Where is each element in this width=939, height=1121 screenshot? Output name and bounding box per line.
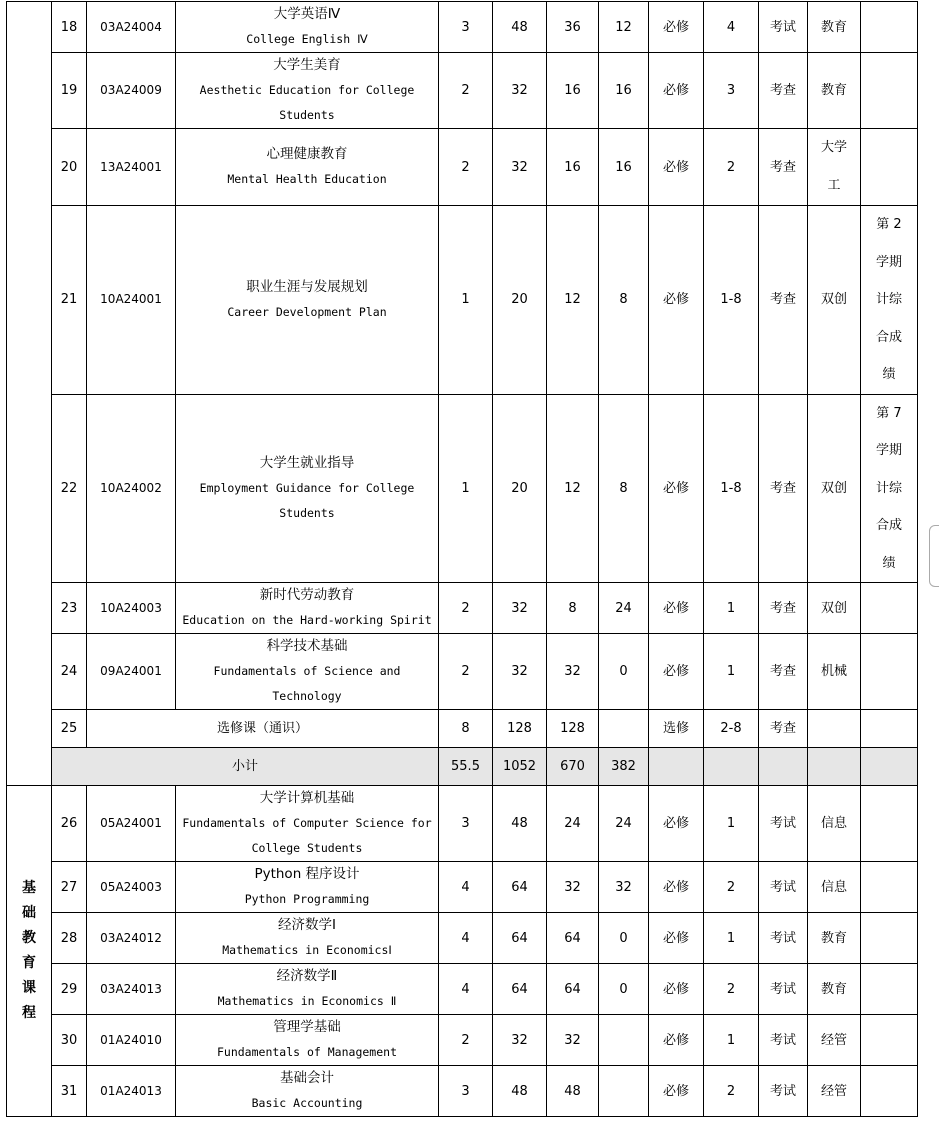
course-name-en: Aesthetic Education for College Students: [199, 83, 415, 122]
subtotal-label: 小计: [52, 748, 439, 786]
course-no: 20: [52, 129, 87, 206]
exam-type: 考试: [759, 2, 808, 53]
course-type: 必修: [649, 129, 704, 206]
teaching-unit: [808, 129, 861, 206]
category-char: 础: [22, 905, 36, 921]
notes-line: 合成: [875, 329, 902, 345]
course-name: [176, 862, 439, 913]
practice-hours: 0: [599, 913, 649, 964]
total-hours: 32: [493, 1015, 547, 1066]
course-code: 05A24001: [87, 786, 176, 862]
course-name-zh: 管理学基础: [273, 1019, 341, 1035]
teaching-unit: 教育: [808, 913, 861, 964]
exam-type: 考查: [759, 394, 808, 583]
course-type: 必修: [649, 1015, 704, 1066]
exam-type: 考查: [759, 634, 808, 710]
notes-line: 第 7: [876, 405, 902, 421]
teaching-unit: 经管: [808, 1015, 861, 1066]
teaching-unit: 双创: [808, 583, 861, 634]
teaching-unit: 双创: [808, 206, 861, 395]
term: 4: [704, 2, 759, 53]
theory-hours: 32: [547, 862, 599, 913]
table-row: [7, 583, 918, 634]
course-code: 09A24001: [87, 634, 176, 710]
notes: [861, 710, 918, 748]
theory-hours: 12: [547, 394, 599, 583]
term: 2: [704, 964, 759, 1015]
teaching-unit: 双创: [808, 394, 861, 583]
exam-type: 考查: [759, 206, 808, 395]
course-name-en: Education on the Hard-working Spirit: [182, 613, 432, 627]
table-row: [7, 786, 918, 862]
table-body-general: [7, 2, 918, 786]
course-code: 03A24012: [87, 913, 176, 964]
course-type: 必修: [649, 1066, 704, 1117]
course-no: 22: [52, 394, 87, 583]
course-type: 选修: [649, 710, 704, 748]
notes-line: 第 2: [876, 217, 902, 232]
table-body-basic: [7, 786, 918, 1117]
course-name: [176, 913, 439, 964]
course-code: 10A24003: [87, 583, 176, 634]
course-type: 必修: [649, 2, 704, 53]
notes: [861, 583, 918, 634]
table-row-elective: [7, 710, 918, 748]
course-name: [176, 964, 439, 1015]
category-char: 育: [22, 955, 36, 971]
course-name-en: Python Programming: [244, 892, 370, 906]
total-hours: 32: [493, 129, 547, 206]
course-type: 必修: [649, 634, 704, 710]
total-hours: 32: [493, 583, 547, 634]
theory-hours: 8: [547, 583, 599, 634]
course-no: 21: [52, 206, 87, 395]
credits: 3: [439, 2, 493, 53]
table-row: [7, 862, 918, 913]
credits: 8: [439, 710, 493, 748]
category-char: 程: [22, 1005, 36, 1021]
course-name-en: Employment Guidance for College Students: [199, 480, 415, 520]
theory-hours: 36: [547, 2, 599, 53]
notes: [861, 634, 918, 710]
practice-hours: 0: [599, 634, 649, 710]
course-name: [176, 583, 439, 634]
term: 1: [704, 634, 759, 710]
practice-hours: 12: [599, 2, 649, 53]
notes: [861, 862, 918, 913]
theory-hours: 16: [547, 53, 599, 129]
total-hours: 64: [493, 913, 547, 964]
table-row: [7, 206, 918, 395]
table-row: [7, 2, 918, 53]
theory-hours: 12: [547, 206, 599, 395]
course-no: 18: [52, 2, 87, 53]
exam-type: 考试: [759, 964, 808, 1015]
course-no: 19: [52, 53, 87, 129]
practice-hours: [599, 1066, 649, 1117]
course-name-en: Career Development Plan: [227, 304, 387, 319]
exam-type: 考试: [759, 1015, 808, 1066]
credits: 4: [439, 862, 493, 913]
subtotal-credits: 55.5: [439, 748, 493, 786]
total-hours: 64: [493, 964, 547, 1015]
term: 2-8: [704, 710, 759, 748]
course-name: [176, 1066, 439, 1117]
practice-hours: 8: [599, 206, 649, 395]
theory-hours: 48: [547, 1066, 599, 1117]
credits: 2: [439, 53, 493, 129]
term: 2: [704, 862, 759, 913]
practice-hours: 0: [599, 964, 649, 1015]
exam-type: 考查: [759, 53, 808, 129]
notes: [861, 206, 918, 395]
notes-line: 绩: [882, 367, 896, 382]
course-name-zh: 职业生涯与发展规划: [246, 278, 368, 295]
table-row: [7, 53, 918, 129]
teaching-unit: 教育: [808, 964, 861, 1015]
practice-hours: 16: [599, 53, 649, 129]
practice-hours: 8: [599, 394, 649, 583]
total-hours: 20: [493, 206, 547, 395]
subtotal-theory: 670: [547, 748, 599, 786]
notes: [861, 394, 918, 583]
practice-hours: 24: [599, 786, 649, 862]
table-row: [7, 1015, 918, 1066]
total-hours: 128: [493, 710, 547, 748]
term: 1: [704, 786, 759, 862]
credits: 3: [439, 786, 493, 862]
course-name-zh: 大学计算机基础: [259, 790, 355, 806]
teaching-unit-line: 工: [827, 178, 841, 193]
teaching-unit: 信息: [808, 862, 861, 913]
teaching-unit: 机械: [808, 634, 861, 710]
course-name-en: Fundamentals of Computer Science for College Students: [182, 816, 432, 855]
exam-type: 考查: [759, 710, 808, 748]
course-name-en: Fundamentals of Management: [216, 1045, 397, 1059]
term: 1: [704, 913, 759, 964]
exam-type: 考查: [759, 583, 808, 634]
course-name-zh: Python 程序设计: [254, 866, 360, 882]
course-no: 24: [52, 634, 87, 710]
course-name: [176, 634, 439, 710]
total-hours: 48: [493, 1066, 547, 1117]
notes-line: 学期: [875, 443, 902, 458]
course-name-zh: 科学技术基础: [266, 638, 348, 654]
practice-hours: [599, 710, 649, 748]
course-type: 必修: [649, 964, 704, 1015]
category-basic-education: [7, 786, 52, 1117]
credits: 4: [439, 964, 493, 1015]
course-name-en: Basic Accounting: [251, 1096, 363, 1110]
subtotal-empty: [808, 748, 861, 786]
course-type: 必修: [649, 786, 704, 862]
course-name-en: Fundamentals of Science and Technology: [213, 664, 401, 703]
course-type: 必修: [649, 583, 704, 634]
subtotal-empty: [704, 748, 759, 786]
category-char: 课: [22, 980, 36, 996]
course-code: 03A24009: [87, 53, 176, 129]
theory-hours: 64: [547, 964, 599, 1015]
term: 1: [704, 583, 759, 634]
course-code: 01A24013: [87, 1066, 176, 1117]
term: 1-8: [704, 206, 759, 395]
practice-hours: 32: [599, 862, 649, 913]
practice-hours: 16: [599, 129, 649, 206]
course-type: 必修: [649, 862, 704, 913]
credits: 1: [439, 394, 493, 583]
credits: 2: [439, 583, 493, 634]
notes-line: 绩: [882, 555, 896, 571]
notes: [861, 1066, 918, 1117]
course-code: 13A24001: [87, 129, 176, 206]
course-no: 27: [52, 862, 87, 913]
exam-type: 考查: [759, 129, 808, 206]
term: 2: [704, 129, 759, 206]
total-hours: 48: [493, 2, 547, 53]
subtotal-empty: [759, 748, 808, 786]
subtotal-practice: 382: [599, 748, 649, 786]
credits: 3: [439, 1066, 493, 1117]
course-name: 选修课（通识）: [87, 710, 439, 748]
table-row: [7, 394, 918, 583]
course-name: [176, 2, 439, 53]
course-no: 26: [52, 786, 87, 862]
teaching-unit: [808, 710, 861, 748]
course-code: 03A24004: [87, 2, 176, 53]
total-hours: 64: [493, 862, 547, 913]
course-code: 01A24010: [87, 1015, 176, 1066]
course-no: 30: [52, 1015, 87, 1066]
course-type: 必修: [649, 53, 704, 129]
credits: 2: [439, 129, 493, 206]
course-no: 25: [52, 710, 87, 748]
course-name-en: College English Ⅳ: [246, 32, 368, 46]
course-code: 10A24001: [87, 206, 176, 395]
course-name-zh: 新时代劳动教育: [259, 587, 355, 603]
term: 1-8: [704, 394, 759, 583]
course-name: [176, 206, 439, 395]
credits: 4: [439, 913, 493, 964]
notes-line: 计综: [875, 480, 902, 496]
total-hours: 20: [493, 394, 547, 583]
table-row: [7, 913, 918, 964]
table-row: [7, 1066, 918, 1117]
course-type: 必修: [649, 206, 704, 395]
course-name: [176, 1015, 439, 1066]
term: 3: [704, 53, 759, 129]
total-hours: 32: [493, 53, 547, 129]
table-row: [7, 129, 918, 206]
theory-hours: 128: [547, 710, 599, 748]
course-code: 03A24013: [87, 964, 176, 1015]
credits: 1: [439, 206, 493, 395]
subtotal-row: [7, 748, 918, 786]
notes: [861, 53, 918, 129]
practice-hours: 24: [599, 583, 649, 634]
side-scroll-handle[interactable]: [929, 525, 939, 587]
subtotal-hours: 1052: [493, 748, 547, 786]
category-char: 基: [22, 880, 36, 896]
course-code: 05A24003: [87, 862, 176, 913]
category-general-education: [7, 2, 52, 786]
course-name-en: Mathematics in EconomicsⅠ: [222, 943, 392, 957]
course-name: [176, 129, 439, 206]
notes-line: 合成: [875, 518, 902, 533]
course-name-zh: 基础会计: [280, 1070, 334, 1086]
notes: [861, 913, 918, 964]
total-hours: 48: [493, 786, 547, 862]
exam-type: 考试: [759, 913, 808, 964]
course-table: [6, 1, 918, 1117]
teaching-unit: 教育: [808, 53, 861, 129]
exam-type: 考试: [759, 862, 808, 913]
teaching-unit: 经管: [808, 1066, 861, 1117]
term: 1: [704, 1015, 759, 1066]
teaching-unit: 信息: [808, 786, 861, 862]
course-name-zh: 心理健康教育: [266, 146, 348, 162]
course-name-zh: 经济数学Ⅱ: [276, 968, 338, 984]
course-no: 31: [52, 1066, 87, 1117]
course-name-zh: 经济数学Ⅰ: [278, 917, 336, 933]
notes-line: 学期: [875, 254, 902, 270]
subtotal-empty: [649, 748, 704, 786]
credits: 2: [439, 1015, 493, 1066]
theory-hours: 16: [547, 129, 599, 206]
notes: [861, 964, 918, 1015]
exam-type: 考试: [759, 1066, 808, 1117]
category-char: 教: [22, 930, 36, 946]
course-no: 29: [52, 964, 87, 1015]
term: 2: [704, 1066, 759, 1117]
course-name: [176, 394, 439, 583]
subtotal-empty: [861, 748, 918, 786]
course-name-zh: 大学生就业指导: [259, 454, 355, 471]
course-no: 28: [52, 913, 87, 964]
course-name-zh: 大学生美育: [273, 57, 341, 73]
course-no: 23: [52, 583, 87, 634]
theory-hours: 32: [547, 1015, 599, 1066]
notes: [861, 129, 918, 206]
exam-type: 考试: [759, 786, 808, 862]
credits: 2: [439, 634, 493, 710]
notes: [861, 2, 918, 53]
teaching-unit: 教育: [808, 2, 861, 53]
theory-hours: 32: [547, 634, 599, 710]
course-code: 10A24002: [87, 394, 176, 583]
course-name-en: Mathematics in Economics Ⅱ: [217, 994, 397, 1008]
table-row: [7, 964, 918, 1015]
total-hours: 32: [493, 634, 547, 710]
theory-hours: 64: [547, 913, 599, 964]
course-type: 必修: [649, 394, 704, 583]
course-type: 必修: [649, 913, 704, 964]
teaching-unit-line: 大学: [820, 140, 847, 155]
theory-hours: 24: [547, 786, 599, 862]
notes: [861, 1015, 918, 1066]
course-name-zh: 大学英语Ⅳ: [273, 6, 341, 22]
table-row: [7, 634, 918, 710]
notes: [861, 786, 918, 862]
notes-line: 计综: [875, 292, 902, 307]
course-name: [176, 786, 439, 862]
course-name-en: Mental Health Education: [227, 172, 387, 186]
course-name: [176, 53, 439, 129]
practice-hours: [599, 1015, 649, 1066]
